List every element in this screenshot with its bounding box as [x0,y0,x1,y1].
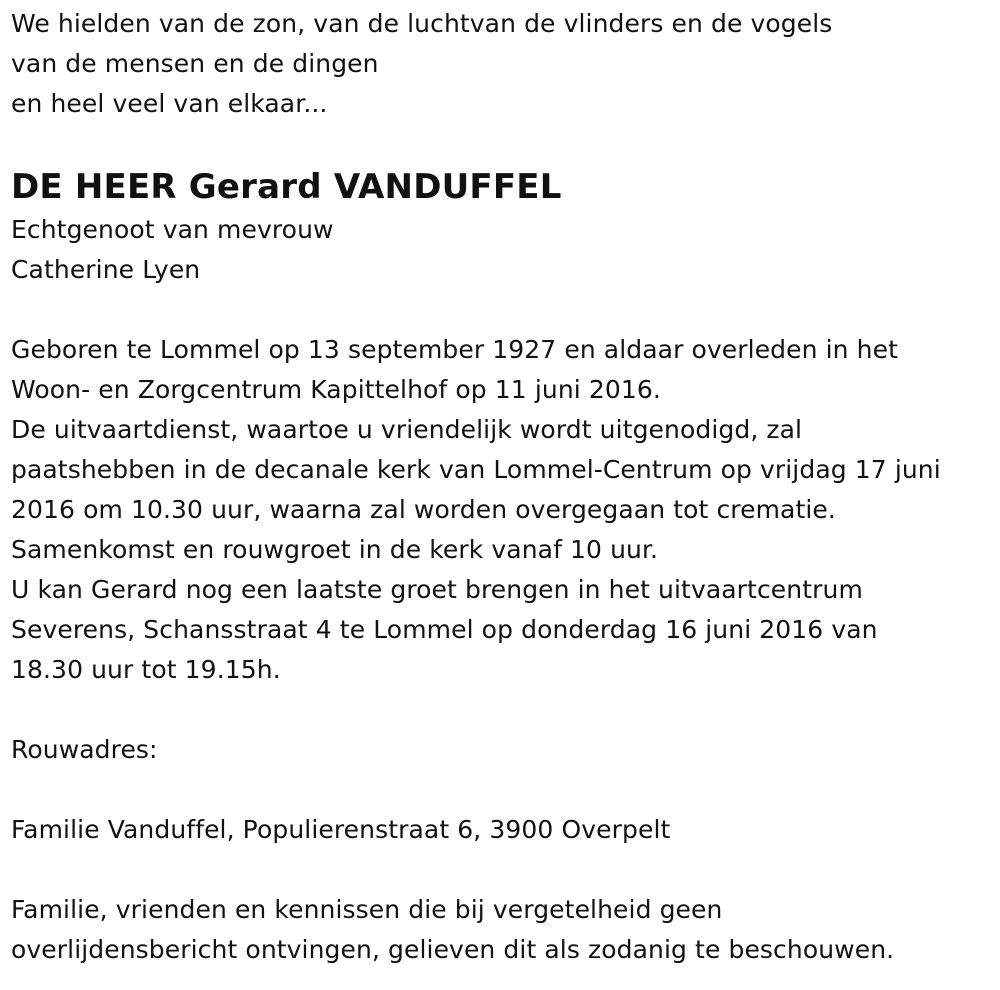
closing-block [11,890,1000,970]
details-line: U kan Gerard nog een laatste groet brengen in het uitvaartcentrum [11,575,863,604]
poem-line: van de mensen en de dingen [11,49,379,78]
poem-line: We hielden van de zon, van de luchtvan de vlinders en de vogels [11,9,833,38]
details-line: Severens, Schansstraat 4 te Lommel op donderdag 16 juni 2016 van [11,615,878,644]
details-line: Geboren te Lommel op 13 september 1927 en aldaar overleden in het [11,335,898,364]
poem-block [11,4,1000,124]
details-line: 2016 om 10.30 uur, waarna zal worden overgegaan tot crematie. [11,495,836,524]
relation-line: Echtgenoot van mevrouw [11,215,334,244]
relation-block [11,210,1000,290]
spacer [11,770,1000,810]
closing-line: Familie, vrienden en kennissen die bij vergetelheid geen [11,895,723,924]
details-line: De uitvaartdienst, waartoe u vriendelijk wordt uitgenodigd, zal [11,415,803,444]
spacer [11,124,1000,164]
address-label: Rouwadres: [11,735,158,764]
details-line: 18.30 uur tot 19.15h. [11,655,281,684]
closing-line: overlijdensbericht ontvingen, gelieven dit als zodanig te beschouwen. [11,935,895,964]
spacer [11,690,1000,730]
deceased-name: DE HEER Gerard VANDUFFEL [11,167,562,207]
details-line: paatshebben in de decanale kerk van Lommel-Centrum op vrijdag 17 juni [11,455,941,484]
spacer [11,290,1000,330]
details-line: Samenkomst en rouwgroet in de kerk vanaf 10 uur. [11,535,659,564]
mourning-address: Familie Vanduffel, Populierenstraat 6, 3900 Overpelt [11,815,671,844]
details-line: Woon- en Zorgcentrum Kapittelhof op 11 juni 2016. [11,375,661,404]
spacer [11,850,1000,890]
relation-line: Catherine Lyen [11,255,201,284]
details-block [11,330,1000,690]
poem-line: en heel veel van elkaar... [11,89,328,118]
